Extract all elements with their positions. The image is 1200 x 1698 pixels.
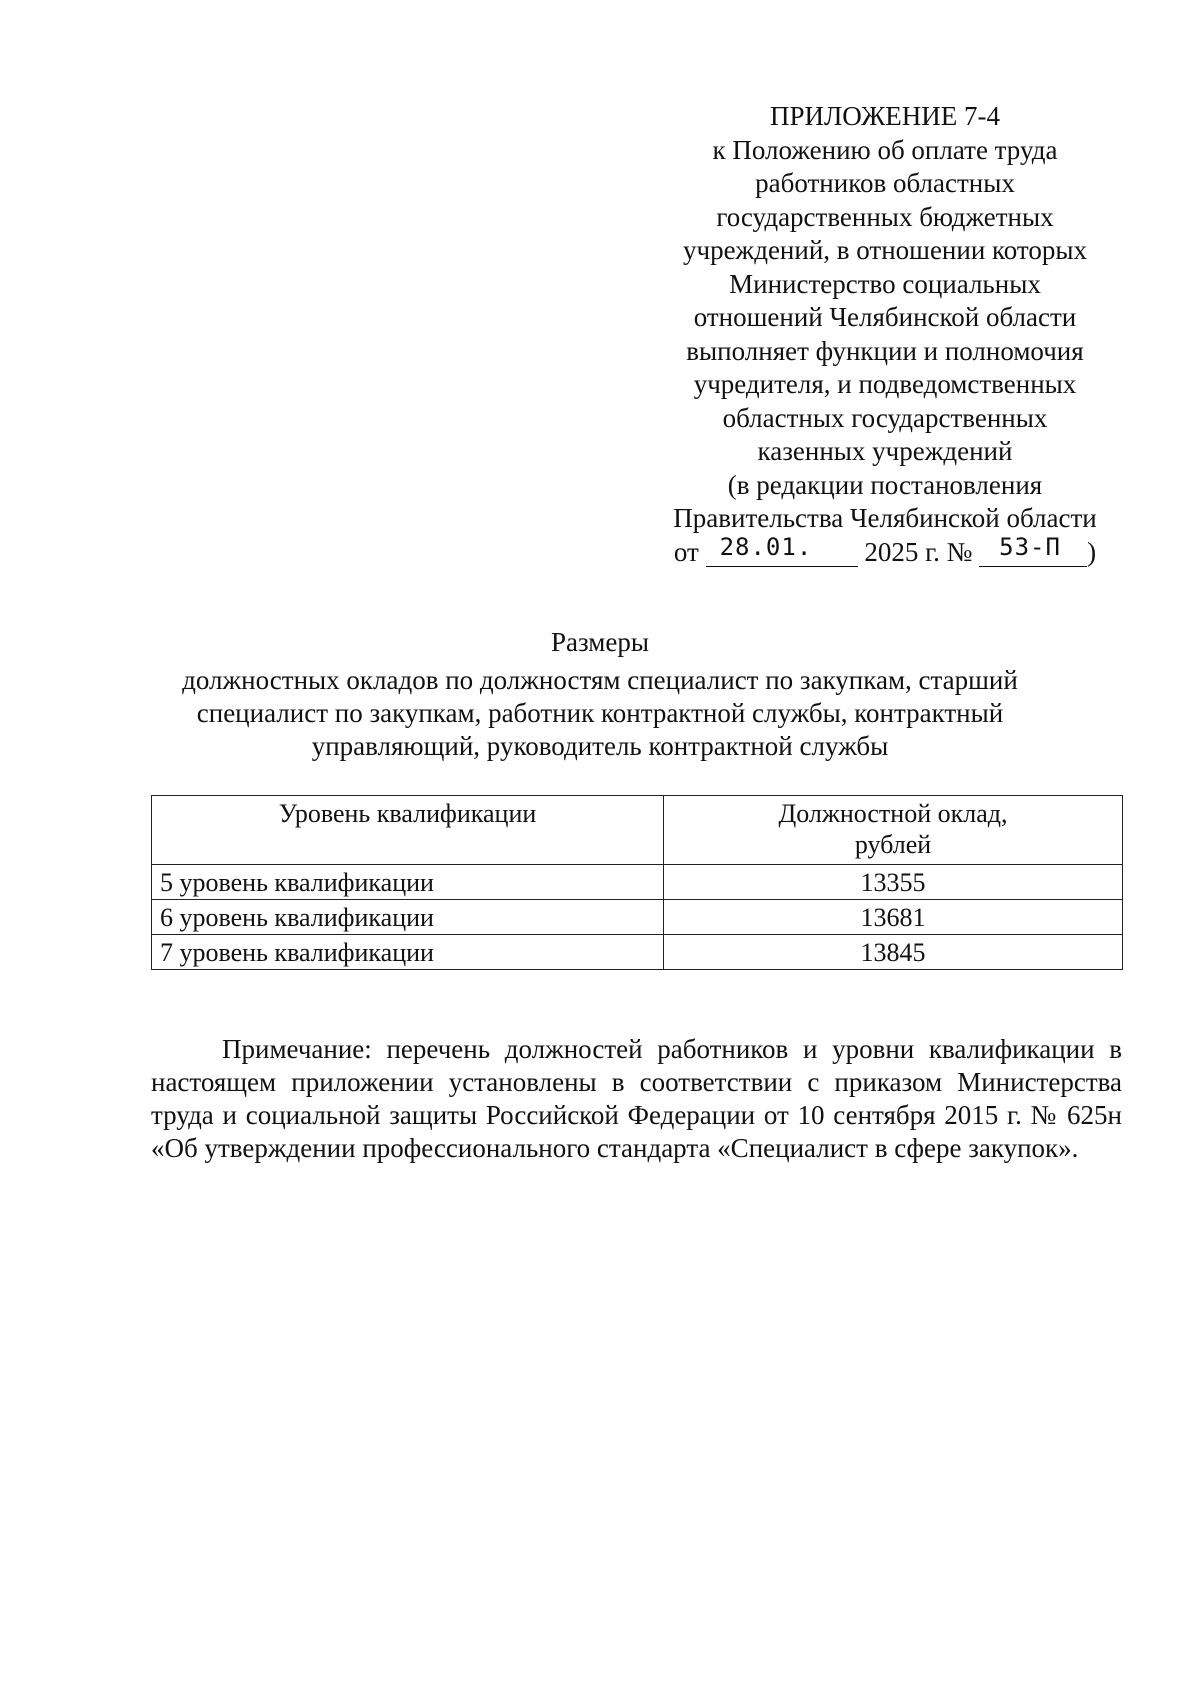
appendix-line: областных государственных [722,402,1048,433]
salary-cell: 13355 [664,865,1123,900]
date-prefix: от [673,536,699,567]
appendix-line: (в редакции постановления [727,469,1043,500]
header-qualification-level: Уровень квалификации [152,796,664,865]
qualification-level-cell: 6 уровень квалификации [152,900,664,935]
closing-paren: ) [1087,536,1097,567]
appendix-title: ПРИЛОЖЕНИЕ 7-4 [769,101,1001,131]
table-header-row [152,796,1123,865]
date-value: 28.01. [719,532,813,561]
appendix-line: отношений Челябинской области [693,302,1077,332]
salary-table [151,795,1123,970]
appendix-line: Правительства Челябинской области [673,503,1097,533]
note-paragraph: Примечание: перечень должностей работников и уровни квалификации в настоящем приложении установлены в соответствии с приказом Министерства труда и социальной защиты Российской Федерации от 10 сентября 2015 г. № 625н «Об утверждении профессионального стандарта «Специалист в сфере закупок». [151,1034,1122,1163]
header-salary [664,796,1123,865]
salary-cell: 13845 [664,935,1123,970]
appendix-line: государственных бюджетных [716,201,1054,232]
year-text: 2025 г. № [864,536,973,567]
header-salary-unit: рублей [854,830,932,859]
document-title [150,626,1050,763]
title-heading: Размеры [551,627,649,657]
title-subheading: управляющий, руководитель контрактной службы [311,731,889,761]
resolution-number: 53-П [999,532,1061,561]
appendix-line: учреждений, в отношении которых [682,235,1088,265]
table-row [152,900,1123,935]
date-fill-field [706,532,858,567]
salary-cell: 13681 [664,900,1123,935]
appendix-line: учредителя, и подведомственных [693,369,1077,399]
title-subheading: должностных окладов по должностям специалист по закупкам, старший [182,665,1018,695]
table-row [152,865,1123,900]
title-subheading: специалист по закупкам, работник контрактной службы, контрактный [196,698,1004,728]
appendix-line: выполняет функции и полномочия [686,335,1084,366]
resolution-date-line [640,532,1130,570]
qualification-level-cell: 7 уровень квалификации [152,935,664,970]
number-fill-field [979,532,1087,567]
appendix-header [640,100,1130,569]
appendix-line: к Положению об оплате труда [712,134,1058,165]
header-salary-line: Должностной оклад, [778,799,1008,828]
appendix-line: Министерство социальных [729,268,1041,299]
qualification-level-cell: 5 уровень квалификации [152,865,664,900]
appendix-line: казенных учреждений [757,436,1013,466]
appendix-line: работников областных [755,168,1015,198]
table-row [152,935,1123,970]
